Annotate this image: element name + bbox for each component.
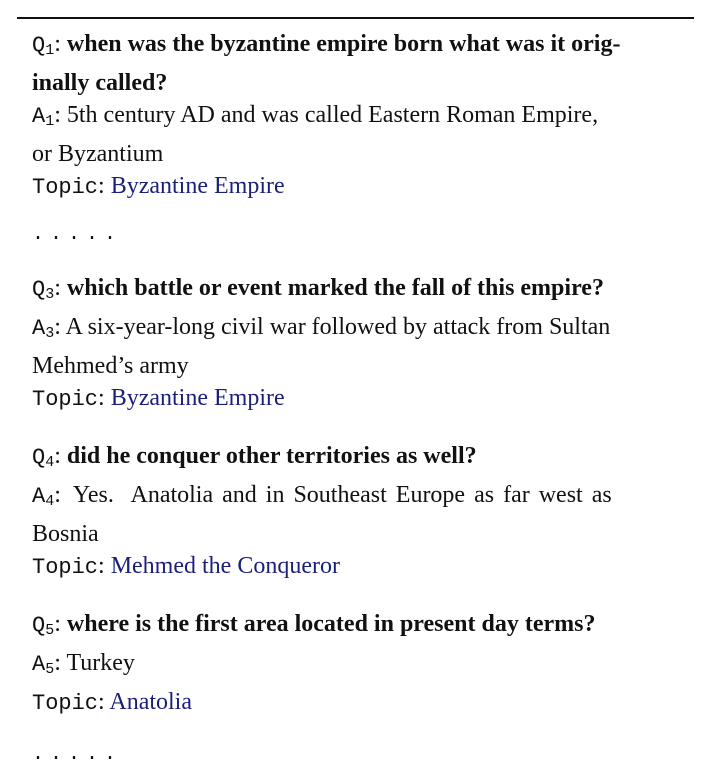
answer-4: $A_4$: Yes. Anatolia and in Southeast Europe as far west as bbox=[32, 482, 612, 510]
topic-3: Topic: Byzantine Empire bbox=[32, 385, 285, 412]
qa-entry-3 bbox=[32, 272, 678, 416]
question-1: $Q_1$: when was the byzantine empire born what was it orig- bbox=[32, 31, 621, 59]
answer-index: 4 bbox=[45, 493, 55, 510]
answer-text-line2: Mehmed’s army bbox=[32, 353, 189, 379]
question-index: 4 bbox=[45, 454, 55, 471]
question-label: Q bbox=[32, 445, 46, 470]
question-index: 5 bbox=[45, 622, 55, 639]
question-label: Q bbox=[32, 277, 46, 302]
answer-text-line1: Yes. Anatolia and in Southeast Europe as far west as bbox=[72, 482, 612, 508]
answer-index: 1 bbox=[45, 113, 55, 130]
question-label: Q bbox=[32, 33, 46, 58]
answer-1: $A_1$: 5th century AD and was called Eastern Roman Empire, bbox=[32, 102, 599, 130]
question-text-line1: when was the byzantine empire born what was it orig- bbox=[66, 31, 621, 57]
question-text: where is the first area located in present day terms? bbox=[66, 611, 596, 637]
answer-5: $A_5$: Turkey bbox=[32, 650, 135, 678]
answer-label: A bbox=[32, 484, 46, 509]
answer-text-line2: or Byzantium bbox=[32, 141, 164, 167]
topic-label: Topic bbox=[32, 555, 99, 580]
question-index: 3 bbox=[45, 286, 55, 303]
qa-dialogue-example bbox=[32, 28, 678, 774]
answer-text-line2: Bosnia bbox=[32, 521, 99, 547]
answer-index: 5 bbox=[45, 661, 55, 678]
answer-label: A bbox=[32, 316, 46, 341]
topic-5: Topic: Anatolia bbox=[32, 689, 192, 716]
ellipsis: ..... bbox=[32, 743, 123, 766]
question-4: $Q_4$: did he conquer other territories as well? bbox=[32, 443, 477, 471]
answer-label: A bbox=[32, 104, 46, 129]
topic-value: Mehmed the Conqueror bbox=[110, 553, 340, 579]
question-5: $Q_5$: where is the first area located in present day terms? bbox=[32, 611, 596, 639]
ellipsis: ..... bbox=[32, 223, 123, 246]
topic-label: Topic bbox=[32, 691, 99, 716]
qa-entry-1 bbox=[32, 28, 678, 204]
answer-3: $A_3$: A six-year-long civil war followed by attack from Sultan bbox=[32, 314, 611, 342]
answer-text-line1: 5th century AD and was called Eastern Roman Empire, bbox=[66, 102, 599, 128]
topic-value: Anatolia bbox=[109, 689, 192, 715]
qa-entry-5 bbox=[32, 608, 678, 720]
question-text: which battle or event marked the fall of this empire? bbox=[66, 275, 604, 301]
answer-text-line1: Turkey bbox=[66, 650, 135, 676]
topic-1: Topic: Byzantine Empire bbox=[32, 173, 285, 200]
topic-value: Byzantine Empire bbox=[110, 385, 285, 411]
question-text-line2: inally called? bbox=[32, 70, 168, 96]
question-3: $Q_3$: which battle or event marked the fall of this empire? bbox=[32, 275, 604, 303]
question-label: Q bbox=[32, 613, 46, 638]
topic-label: Topic bbox=[32, 387, 99, 412]
qa-entry-4 bbox=[32, 440, 678, 584]
answer-text-line1: A six-year-long civil war followed by attack from Sultan bbox=[65, 314, 611, 340]
topic-label: Topic bbox=[32, 175, 99, 200]
answer-label: A bbox=[32, 652, 46, 677]
question-text: did he conquer other territories as well? bbox=[66, 443, 477, 469]
topic-4: Topic: Mehmed the Conqueror bbox=[32, 553, 340, 580]
answer-index: 3 bbox=[45, 325, 55, 342]
topic-value: Byzantine Empire bbox=[110, 173, 285, 199]
top-rule bbox=[17, 17, 694, 19]
question-index: 1 bbox=[45, 42, 55, 59]
